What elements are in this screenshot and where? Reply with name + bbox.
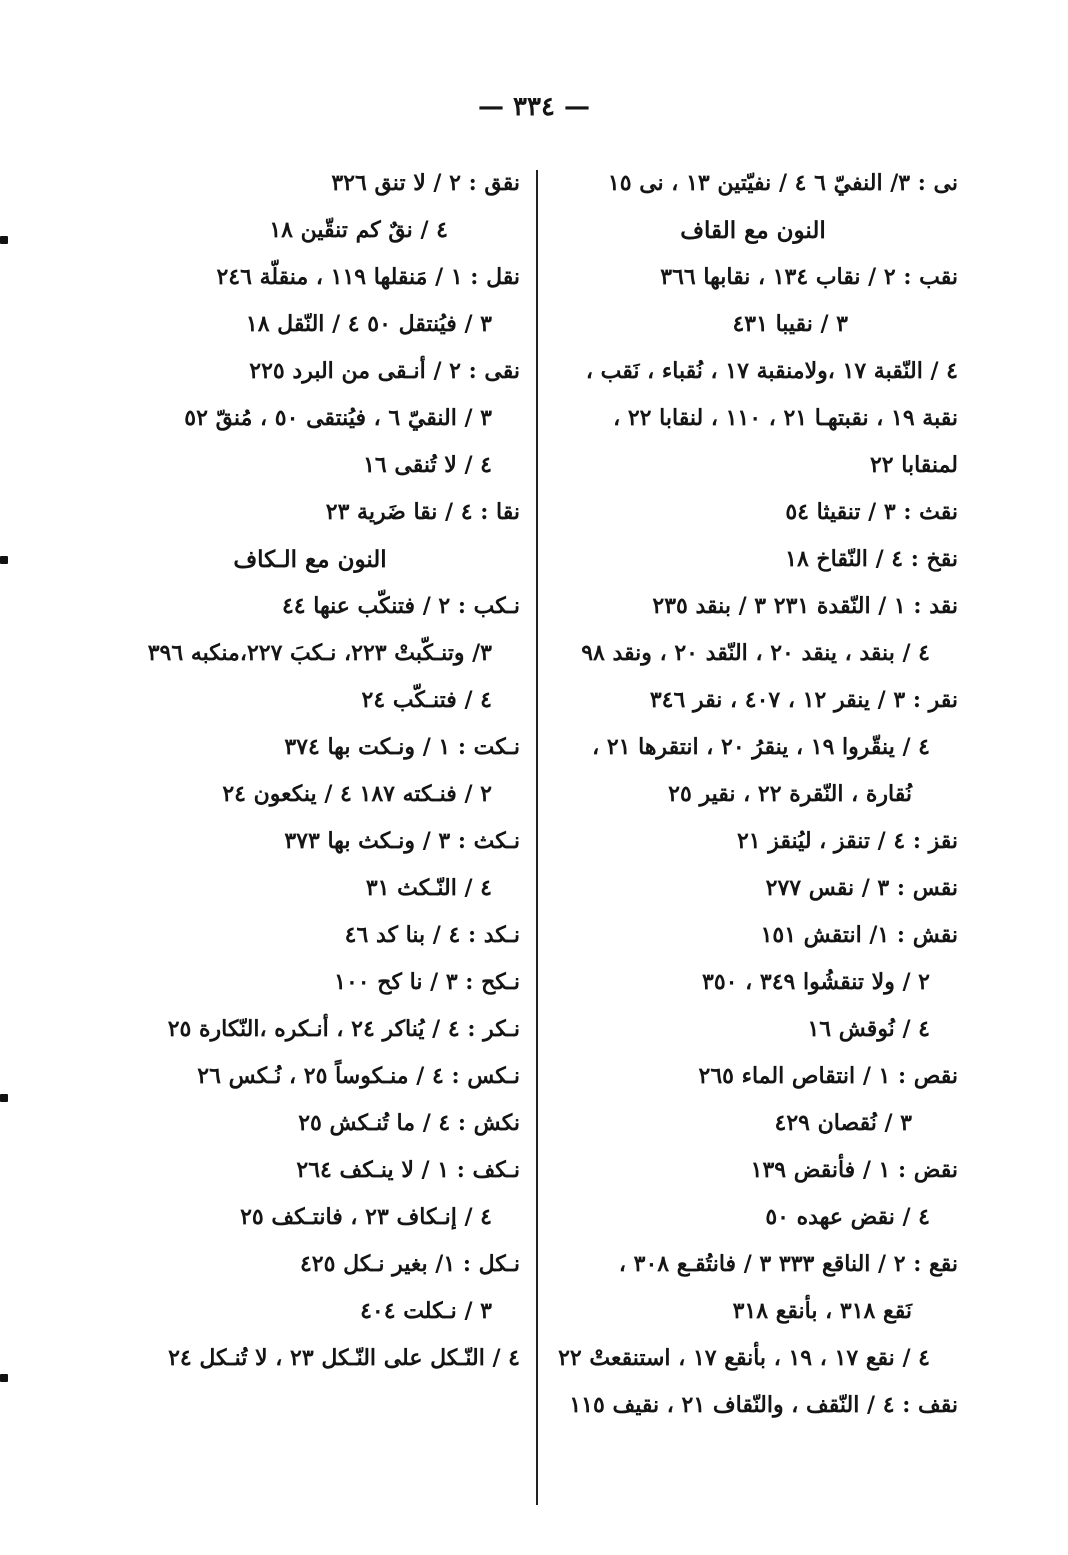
entry-line: ٤ / نقض عهده ٥٠ bbox=[765, 1204, 930, 1230]
section-heading: النون مع الـكاف bbox=[233, 546, 387, 573]
entry-line: ٣/ وتنـكّبتْ ٢٢٣، نـكبَ ٢٢٧،منكبه ٣٩٦ bbox=[147, 640, 492, 666]
entry-line: نـكد : ٤ / بنا كد ٤٦ bbox=[344, 922, 520, 948]
entry-line: ٤ / نقٌ كم تنقّين ١٨ bbox=[269, 217, 448, 243]
entry-line: نقب : ٢ / نقاب ١٣٤ ، نقابها ٣٦٦ bbox=[660, 264, 958, 290]
column-divider bbox=[536, 170, 538, 1505]
entry-line: ٣ / نقيبا ٤٣١ bbox=[732, 311, 848, 337]
entry-line: لمنقابا ٢٢ bbox=[869, 452, 958, 478]
section-heading: النون مع القاف bbox=[680, 217, 826, 244]
entry-line: نـكر : ٤ / يُناكر ٢٤ ، أنـكره ،النّكارة ٢٥ bbox=[167, 1016, 520, 1042]
entry-line: ٤ / فتنـكّب ٢٤ bbox=[361, 687, 492, 713]
entry-line: نـكث : ٣ / ونـكث بها ٣٧٣ bbox=[284, 828, 520, 854]
entry-line: نـكب : ٢ / فتنكّب عنها ٤٤ bbox=[281, 593, 520, 619]
entry-line: نقى : ٢ / أنـقى من البرد ٢٢٥ bbox=[249, 358, 520, 384]
margin-mark bbox=[0, 556, 8, 564]
entry-line: ٣ / نـكلت ٤٠٤ bbox=[360, 1298, 492, 1324]
entry-line: نـكف : ١ / لا ينـكف ٢٦٤ bbox=[296, 1157, 520, 1183]
entry-line: ٣ / نُقصان ٤٢٩ bbox=[774, 1110, 912, 1136]
entry-line: نـكل : ١/ بغير نـكل ٤٢٥ bbox=[299, 1251, 520, 1277]
entry-line: نقش : ١/ انتقش ١٥١ bbox=[760, 922, 958, 948]
margin-mark bbox=[0, 236, 8, 244]
entry-line: ٢ / فنـكته ١٨٧ ٤ / ينكعون ٢٤ bbox=[222, 781, 492, 807]
entry-line: ٤ / إنـكاف ٢٣ ، فانتـكف ٢٥ bbox=[240, 1204, 492, 1230]
entry-line: ٤ / لا تُنقى ١٦ bbox=[363, 452, 492, 478]
entry-line: نقبة ١٩ ، نقبتهـا ٢١ ، ١١٠ ، لنقابا ٢٢ ، bbox=[613, 405, 958, 431]
entry-line: نقث : ٣ / تنقيثا ٥٤ bbox=[785, 499, 958, 525]
entry-line: نقف : ٤ / النّقف ، والنّقاف ٢١ ، نقيف ١١٥ bbox=[569, 1392, 958, 1418]
entry-line: نقا : ٤ / نقا ضَرية ٢٣ bbox=[325, 499, 520, 525]
entry-line: نقخ : ٤ / النّقاخ ١٨ bbox=[785, 546, 958, 572]
entry-line: نُقارة ، النّقرة ٢٢ ، نقير ٢٥ bbox=[668, 781, 912, 807]
entry-line: نقق : ٢ / لا تنق ٣٢٦ bbox=[331, 170, 520, 196]
margin-mark bbox=[0, 1374, 8, 1382]
entry-line: نقع : ٢ / الناقع ٣٣٣ ٣ / فانتُقـع ٣٠٨ ، bbox=[618, 1251, 958, 1277]
entry-line: نقص : ١ / انتقاص الماء ٢٦٥ bbox=[698, 1063, 958, 1089]
entry-line: نقز : ٤ / تنقز ، ليُنقز ٢١ bbox=[736, 828, 958, 854]
page-number: — ٣٣٤ — bbox=[477, 92, 591, 122]
entry-line: ٤ / نقع ١٧ ، ١٩ ، بأنقع ١٧ ، استنقعتْ ٢٢ bbox=[558, 1345, 930, 1371]
entry-line: نَقع ٣١٨ ، بأنقع ٣١٨ bbox=[732, 1298, 912, 1324]
entry-line: ٤ / بنقد ، ينقد ٢٠ ، النّقد ٢٠ ، ونقد ٩٨ bbox=[581, 640, 930, 666]
entry-line: نـكح : ٣ / نا كح ١٠٠ bbox=[334, 969, 520, 995]
entry-line: نـكت : ١ / ونـكت بها ٣٧٤ bbox=[284, 734, 520, 760]
right-column bbox=[548, 160, 958, 1429]
entry-line: ٣ / النقيّ ٦ ، فيُنتقى ٥٠ ، مُنقّ ٥٢ bbox=[184, 405, 492, 431]
left-column bbox=[100, 160, 520, 1382]
entry-line: نقل : ١ / مَنقلها ١١٩ ، منقلّة ٢٤٦ bbox=[216, 264, 520, 290]
entry-line: نقر : ٣ / ينقر ١٢ ، ٤٠٧ ، نقر ٣٤٦ bbox=[649, 687, 958, 713]
entry-line: نكش : ٤ / ما تُنـكش ٢٥ bbox=[298, 1110, 520, 1136]
margin-mark bbox=[0, 1094, 8, 1102]
entry-line: نقض : ١ / فأنقض ١٣٩ bbox=[750, 1157, 958, 1183]
entry-line: ٢ / ولا تنقشُوا ٣٤٩ ، ٣٥٠ bbox=[702, 969, 930, 995]
entry-line: ٣ / فيُنتقل ٥٠ ٤ / النّقل ١٨ bbox=[245, 311, 492, 337]
entry-line: ٤ / نُوقش ١٦ bbox=[807, 1016, 930, 1042]
entry-line: نى : ٣/ النفيّ ٦ ٤ / نفيّتين ١٣ ، نى ١٥ bbox=[607, 170, 958, 196]
entry-line: ٤ / النّقبة ١٧ ،ولامنقبة ١٧ ، نُقباء ، نَقب ، bbox=[585, 358, 958, 384]
entry-line: نقس : ٣ / نقس ٢٧٧ bbox=[765, 875, 958, 901]
entry-line: نقد : ١ / النّقدة ٢٣١ ٣ / بنقد ٢٣٥ bbox=[652, 593, 958, 619]
entry-line: ٤ / ينقّروا ١٩ ، ينقرُ ٢٠ ، انتقرها ٢١ ، bbox=[592, 734, 930, 760]
entry-line: ٤ / النّـكل على النّـكل ٢٣ ، لا تُنـكل ٢٤ bbox=[168, 1345, 520, 1371]
entry-line: نـكس : ٤ / منـكوساً ٢٥ ، نُـكس ٢٦ bbox=[197, 1063, 520, 1089]
entry-line: ٤ / النّـكث ٣١ bbox=[365, 875, 492, 901]
